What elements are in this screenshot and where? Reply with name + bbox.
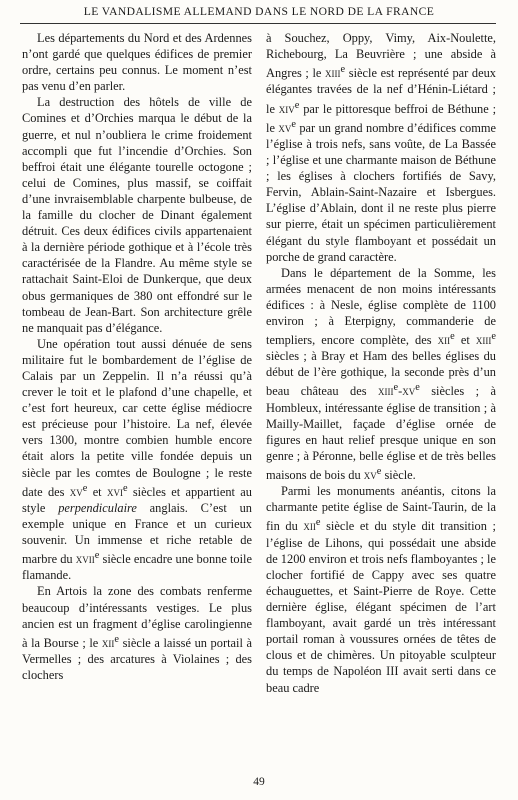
superscript: e <box>376 466 382 478</box>
text-run: siècles ; à Hombleux, intéressante église de transition ; à Mailly-Maillet, façade d’église ornée de figures en haut relief presque unique en son genre ; à Péronne, belle église et de très belles maisons de bois du <box>266 384 496 483</box>
text-run: à Souchez, Oppy, Vimy, Aix-Noulette, Richebourg, La Beuvrière ; une abside à Angres ; le <box>266 31 496 81</box>
superscript: e <box>315 517 321 529</box>
text-run: siècles et appartient au style <box>22 484 252 515</box>
running-head: LE VANDALISME ALLEMAND DANS LE NORD DE LA FRANCE <box>83 5 435 18</box>
century-numeral: xii <box>437 333 451 348</box>
superscript: e <box>393 382 399 394</box>
paragraph <box>22 336 252 584</box>
century-numeral: xiv <box>278 101 295 116</box>
superscript: e <box>294 99 300 111</box>
superscript: e <box>491 331 497 343</box>
left-column <box>22 30 252 750</box>
superscript: e <box>114 633 119 645</box>
century-numeral: xvi <box>106 484 123 499</box>
text-run: anglais. C’est un exemple unique en France et un curieux souvenir. Un immense et riche retable de marbre du <box>22 500 252 567</box>
superscript: e <box>415 382 420 394</box>
paragraph <box>266 30 496 265</box>
text-run: - <box>398 384 403 399</box>
century-numeral: xiii <box>325 66 341 81</box>
century-numeral: xv <box>402 384 416 399</box>
century-numeral: xv <box>363 468 377 483</box>
header-rule <box>20 23 496 24</box>
century-numeral: xii <box>101 635 115 650</box>
text-run: siècle et du style dit transition ; l’église de Lihons, qui possédait une abside de 1200 environ et trois nefs flamboyantes ; le clocher fortifié de Cappy avec ses quatre échauguettes, et Saint-Pierre de Roye. Cette dernière église, élégant spécimen de l’art flamboyant, avait gardé un très intéressant portail roman à voussures ornées de têtes de clous et de chimères. Un pitoyable sculpteur du temps de Napoléon III avait serti dans ce beau cadre <box>266 519 496 695</box>
paragraph: La destruction des hôtels de ville de Comines et d’Orchies marqua le début de la guerre, et nul n’oubliera le crime froidement accompli que fut l’incendie d’Orchies. Son beffroi était une élégante tourelle octogone ; celui de Comines, plus massif, se coiffait d’une invraisemblable charpente bulbeuse, de la famille du clocher de Dinant également détruit. Ces deux édifices civils appartenaient à la dernière période gothique et à l’école très caractérisée de la Flandre. Au même style se rattachait Saint-Eloi de Dunkerque, que deux obus germaniques de 380 ont effondré sur le tombeau de Jean-Bart. Son architecture grêle ne manquait pas d’élégance. <box>22 95 252 335</box>
century-numeral: xv <box>69 484 83 499</box>
superscript: e <box>122 482 128 494</box>
superscript: e <box>291 118 296 130</box>
text-run: siècle a laissé un portail à Vermelles ; des arcatures à Violaines ; des clochers <box>22 635 252 683</box>
century-numeral: xiii <box>377 384 394 399</box>
text-run: siècle encadre une bonne toile flamande. <box>22 552 252 583</box>
text-run: Une opération tout aussi dénuée de sens militaire fut le bombardement de l’église de Calais par un Zeppelin. Il n’a réussi qu’à crever le toit et le plafond d’une chapelle, et c’est fort heureux, car cette église médiocre est précieuse pour l’histoire. La nef, élevée vers 1300, montre combien humble encore était alors la petite ville fondée depuis un siècle par les comtes de Boulogne ; le reste date des <box>22 336 252 499</box>
paragraph <box>266 265 496 484</box>
paragraph: Les départements du Nord et des Ardennes n’ont gardé que quelques édifices de premier ordre, certains peu connus. Le moment n’est pas venu d’en parler. <box>22 31 252 94</box>
text-columns <box>22 30 496 750</box>
paragraph <box>266 483 496 695</box>
text-run: par un grand nombre d’édifices comme l’église à trois nefs, sans voûte, de La Bassée ; l’église et une charmante maison de Béthune ; les églises à clochers fortifiés de Savy, Fervin, Ablain-Saint-Nazaire et Isbergues. L’église d’Ablain, dont il ne reste plus pierre sur pierre, était un spécimen particulièrement élégant du style flamboyant et possédait un porche de grand caractère. <box>266 120 496 264</box>
century-numeral: xvii <box>75 552 95 567</box>
italic-term: perpendiculaire <box>58 500 137 515</box>
text-run: Parmi les monuments anéantis, citons la charmante petite église de Saint-Taurin, de la fin du <box>266 484 496 534</box>
superscript: e <box>340 64 346 76</box>
text-run: siècles ; à Bray et Ham des belles églises du début de l’ère gothique, la seconde près d’un beau château des <box>266 349 496 399</box>
text-run: et <box>87 484 107 499</box>
text-run: siècle. <box>381 468 416 483</box>
right-column <box>266 30 496 750</box>
superscript: e <box>450 331 455 343</box>
century-numeral: xii <box>303 519 316 534</box>
text-run: Dans le département de la Somme, les armées menacent de non moins intéressants édifices : à Nesle, église complète de 1100 environ ; à Eterpigny, commanderie de templiers, encore complète, des <box>266 265 496 348</box>
century-numeral: xiii <box>475 333 492 348</box>
text-run: et <box>454 333 476 348</box>
text-run: par le pittoresque beffroi de Béthune ; le <box>266 101 497 135</box>
text-run: En Artois la zone des combats renferme beaucoup d’intéressants vestiges. Le plus ancien est un fragment d’église carolingienne à la Bourse ; le <box>22 584 252 650</box>
superscript: e <box>94 550 100 562</box>
century-numeral: xv <box>278 120 292 135</box>
superscript: e <box>82 482 88 494</box>
page-number: 49 <box>253 776 265 788</box>
text-run: siècle est représenté par deux élégantes travées de la nef d’Hénin-Liétard ; le <box>266 66 496 116</box>
paragraph <box>22 583 252 683</box>
